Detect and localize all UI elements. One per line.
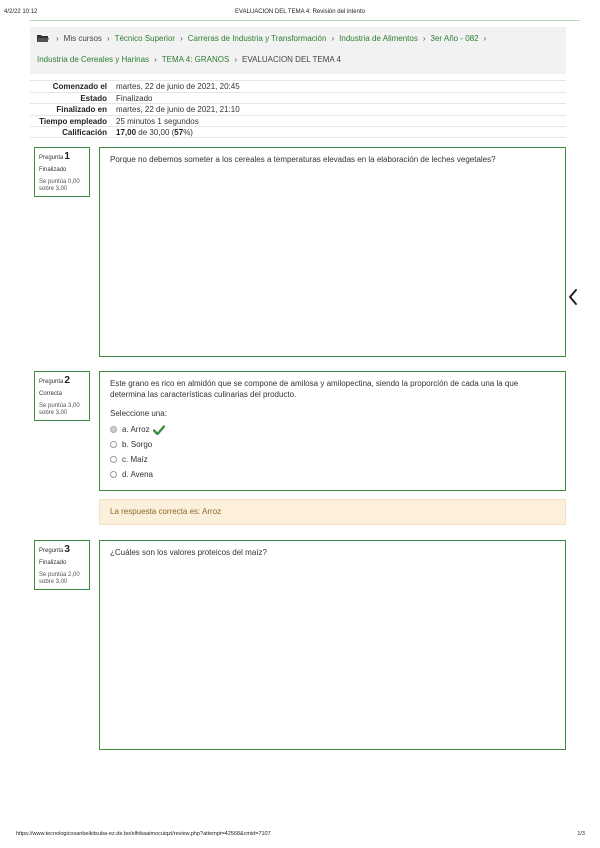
chevron-right-icon: › [56, 34, 59, 43]
folder-icon [37, 34, 49, 43]
question-grade: Se puntúa 2,00 sobre 3,00 [39, 572, 80, 585]
correct-answer-feedback: La respuesta correcta es: Arroz [99, 499, 566, 525]
breadcrumb-cereales-harinas[interactable]: Industria de Cereales y Harinas [37, 55, 150, 64]
chevron-right-icon: › [483, 34, 487, 43]
chevron-right-icon: › [154, 55, 157, 64]
breadcrumb-3er-anio[interactable]: 3er Año - 082 [430, 34, 479, 43]
summary-row [30, 103, 566, 115]
chevron-right-icon: › [331, 34, 335, 43]
question-word: Pregunta [39, 379, 64, 385]
print-title: EVALUACION DEL TEMA 4: Revisión del intento [235, 9, 365, 15]
chevron-right-icon: › [422, 34, 426, 43]
breadcrumb-tecnico-superior[interactable]: Técnico Superior [114, 34, 176, 43]
chevron-right-icon: › [106, 34, 110, 43]
summary-value: martes, 22 de junio de 2021, 20:45 [116, 82, 240, 91]
breadcrumb-row-1 [37, 34, 491, 43]
summary-label: Estado [80, 93, 107, 103]
chevron-right-icon: › [180, 34, 183, 43]
header-divider [30, 20, 580, 21]
question-info-2 [34, 371, 90, 421]
grade-label: Calificación [62, 128, 107, 138]
check-icon [153, 425, 165, 435]
summary-value: martes, 22 de junio de 2021, 21:10 [116, 105, 240, 115]
answer-label: c. Maíz [122, 455, 148, 464]
grade-score: 17,00 [116, 128, 137, 138]
radio-button[interactable] [110, 471, 117, 478]
question-number: 2 [64, 375, 70, 386]
question-info-1 [34, 147, 90, 197]
question-text: Porque no debemos someter a los cereales a temperaturas elevadas en la elaboración de leches vegetales? [110, 155, 496, 164]
answer-option-a[interactable] [110, 422, 555, 437]
question-word: Pregunta [39, 155, 64, 161]
question-grade: Se puntúa 3,00 sobre 3,00 [39, 403, 80, 416]
print-date: 4/2/22 10:12 [4, 9, 38, 15]
summary-row [30, 115, 566, 127]
radio-button[interactable] [110, 456, 117, 463]
grade-value [108, 127, 193, 137]
print-page-number: 1/3 [577, 831, 585, 837]
radio-button-selected[interactable] [110, 426, 117, 433]
print-url: https://www.tecnologicosanbeikitsuba-ez.de.bo/elfrikaaimocuiqzi/review.php?attempt=42568&cmid=7107 [16, 831, 271, 837]
question-word: Pregunta [39, 548, 64, 554]
question-text: Este grano es rico en almidón que se compone de amilosa y amilopectina, siendo la proporción de cada una la que determina las características culinarias del producto. [110, 379, 519, 399]
summary-value: Finalizado [116, 93, 153, 103]
breadcrumb-tema-4[interactable]: TEMA 4: GRANOS [161, 55, 230, 64]
question-number: 1 [64, 151, 70, 162]
answer-option-b[interactable] [110, 437, 555, 452]
radio-button[interactable] [110, 441, 117, 448]
answer-options [110, 422, 555, 482]
grade-mid: de 30,00 ( [136, 128, 175, 138]
summary-row-grade [30, 126, 566, 138]
summary-label: Tiempo empleado [39, 116, 107, 126]
breadcrumb-mis-cursos[interactable]: Mis cursos [63, 34, 102, 43]
attempt-summary [30, 80, 566, 138]
grade-end: %) [183, 128, 193, 138]
question-state: Finalizado [39, 167, 67, 173]
question-number: 3 [64, 544, 70, 555]
question-grade: Se puntúa 0,00 sobre 3,00 [39, 179, 80, 192]
breadcrumb [30, 27, 566, 74]
breadcrumb-row-2 [37, 55, 341, 64]
question-info-3 [34, 540, 90, 590]
answer-label: a. Arroz [122, 425, 150, 434]
question-number-line [39, 544, 85, 555]
answer-label: d. Avena [122, 470, 153, 479]
breadcrumb-carreras[interactable]: Carreras de Industria y Transformación [187, 34, 327, 43]
summary-row [30, 80, 566, 92]
question-number-line [39, 375, 85, 386]
summary-value: 25 minutos 1 segundos [116, 116, 199, 126]
summary-label: Comenzado el [52, 82, 107, 91]
grade-percent: 57 [174, 128, 184, 138]
question-content-3 [99, 540, 566, 750]
answer-label: b. Sorgo [122, 440, 153, 449]
answer-option-c[interactable] [110, 452, 555, 467]
answer-option-d[interactable] [110, 467, 555, 482]
breadcrumb-industria-alimentos[interactable]: Industria de Alimentos [339, 34, 418, 43]
question-state: Correcta [39, 391, 63, 397]
question-content-1 [99, 147, 566, 357]
question-state: Finalizado [39, 560, 67, 566]
question-number-line [39, 151, 85, 162]
select-label: Seleccione una: [110, 409, 167, 418]
summary-label: Finalizado en [56, 105, 107, 115]
breadcrumb-current: EVALUACION DEL TEMA 4 [241, 55, 341, 64]
summary-row [30, 92, 566, 104]
question-content-2 [99, 371, 566, 491]
chevron-right-icon: › [234, 55, 237, 64]
question-text: ¿Cuáles son los valores proteicos del maíz? [110, 548, 267, 557]
chevron-left-icon[interactable] [566, 282, 580, 312]
